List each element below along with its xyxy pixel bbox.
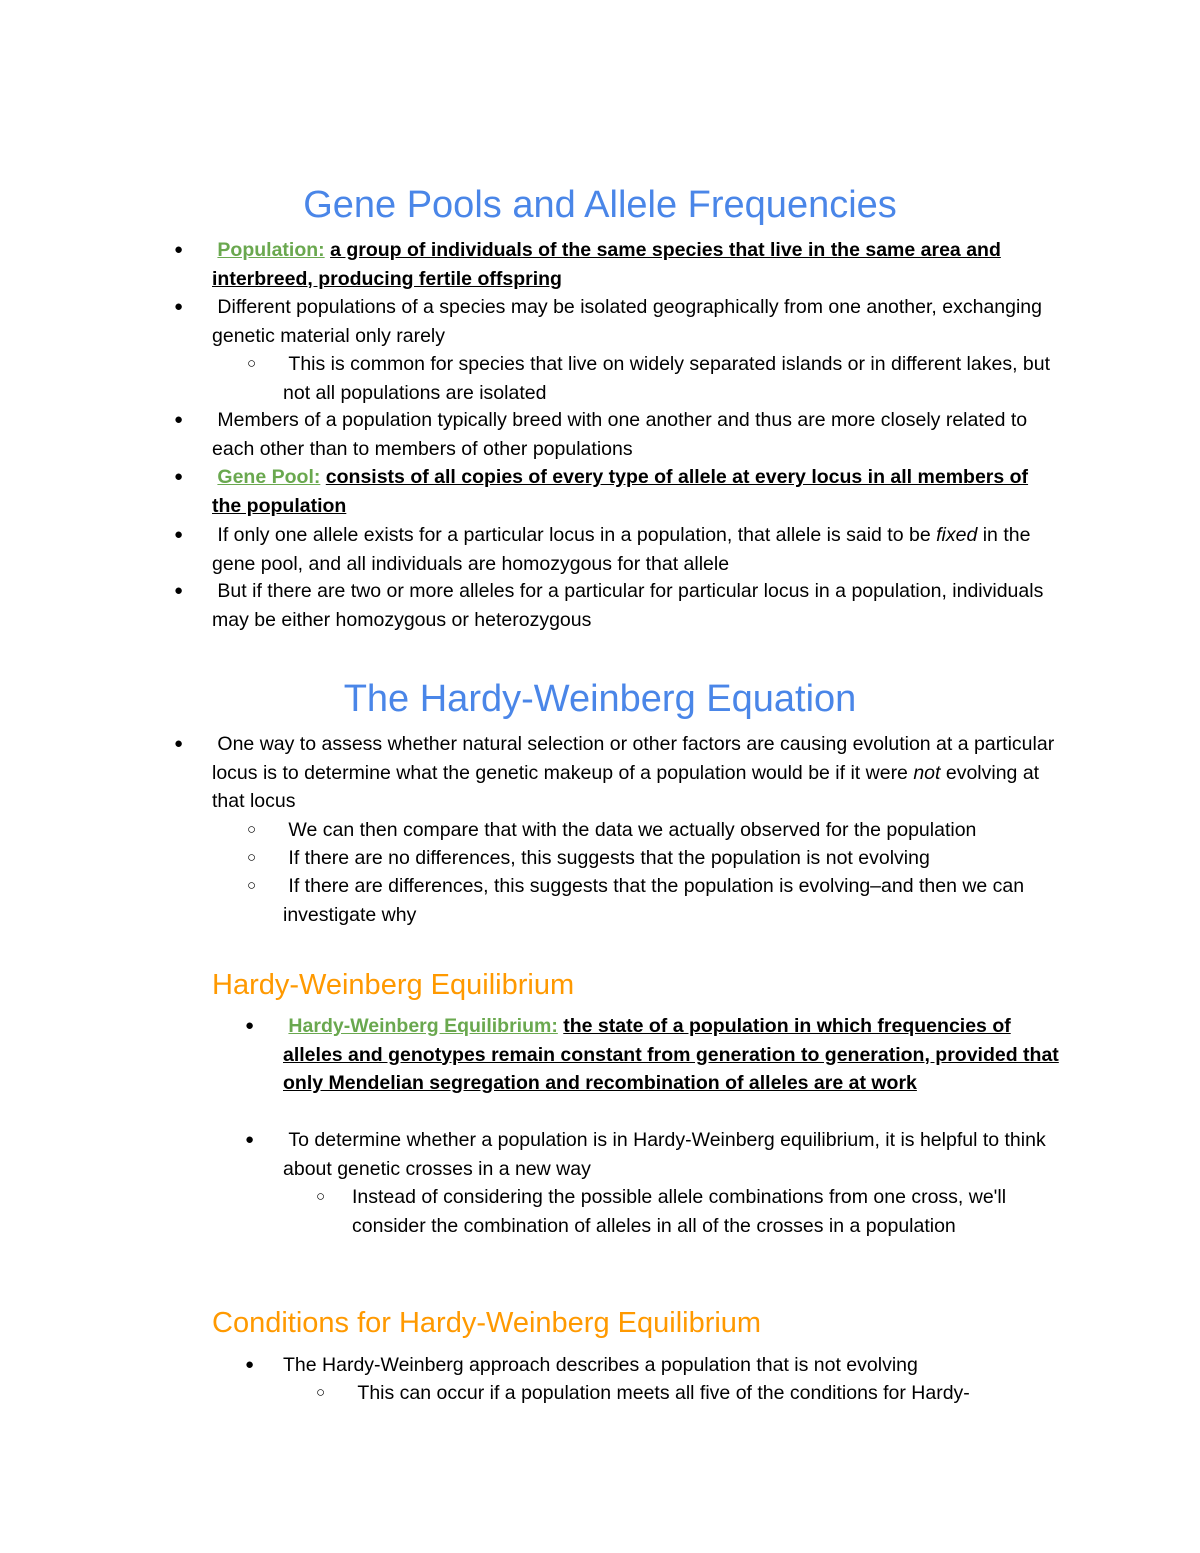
bullet-icon: ● (174, 735, 184, 752)
sub-bullet-icon: ○ (247, 849, 257, 866)
item-text: If only one allele exists for a particular locus in a population, that allele is said to be (217, 524, 931, 546)
item-text: The Hardy-Weinberg approach describes a population that is not evolving (283, 1354, 918, 1376)
section-title-hardy-weinberg-equilibrium: Hardy-Weinberg Equilibrium (212, 969, 575, 1001)
bullet-icon: ● (174, 411, 184, 428)
bullet-icon: ● (174, 298, 184, 315)
item-text: To determine whether a population is in Hardy-Weinberg equilibrium, it is helpful to think about genetic crosses in a new way (283, 1129, 1046, 1180)
sub-bullet-icon: ○ (247, 877, 257, 894)
item-text: But if there are two or more alleles for a particular for particular locus in a population, individuals may be either homozygous or heterozygous (212, 580, 1044, 631)
item-text: in the gene pool, and all individuals are homozygous for that allele (212, 524, 1031, 575)
bullet-icon: ● (174, 526, 184, 543)
term-population: Population: (217, 239, 325, 261)
term-hardy-weinberg-equilibrium: Hardy-Weinberg Equilibrium: (288, 1015, 558, 1037)
sub-bullet-icon: ○ (247, 821, 257, 838)
item-text: If there are no differences, this suggests that the population is not evolving (288, 847, 930, 869)
list-item (174, 406, 1062, 463)
list-item (174, 293, 1062, 350)
list-item (174, 577, 1062, 634)
item-text: If there are differences, this suggests that the population is evolving–and then we can investigate why (283, 875, 1025, 926)
definition-gene-pool: consists of all copies of every type of allele at every locus in all members of the population (212, 466, 1029, 517)
item-text: This can occur if a population meets all five of the conditions for Hardy- (357, 1382, 970, 1404)
item-text: evolving at that locus (212, 761, 1040, 812)
item-text: This is common for species that live on widely separated islands or in different lakes, but not all populations are isolated (283, 353, 1051, 404)
list-item (245, 1351, 1063, 1380)
bullet-icon: ● (174, 582, 184, 599)
term-gene-pool: Gene Pool: (217, 466, 321, 488)
item-emphasis: not (913, 761, 941, 784)
sub-bullet-icon: ○ (316, 1384, 326, 1401)
list-item (247, 816, 1063, 845)
list-item (247, 872, 1063, 929)
sub-bullet-icon: ○ (316, 1188, 326, 1205)
list-item (245, 1012, 1063, 1098)
list-item (174, 236, 1062, 293)
list-item (316, 1183, 1057, 1240)
list-item (174, 463, 1062, 520)
item-text: Different populations of a species may be isolated geographically from one another, exchanging genetic material only rarely (212, 296, 1043, 347)
bullet-icon: ● (245, 1131, 255, 1148)
list-item (247, 350, 1063, 407)
section-title-conditions: Conditions for Hardy-Weinberg Equilibrium (212, 1307, 762, 1339)
item-text: Members of a population typically breed with one another and thus are more closely related to each other than to members of other populations (212, 409, 1028, 460)
bullet-icon: ● (245, 1017, 255, 1034)
item-text: One way to assess whether natural selection or other factors are causing evolution at a particular locus is to determine what the genetic makeup of a population would be if it were (212, 733, 1055, 784)
bullet-icon: ● (174, 468, 184, 485)
item-emphasis: fixed (936, 524, 978, 546)
definition-population: a group of individuals of the same species that live in the same area and interbreed, producing fertile offspring (212, 239, 1001, 290)
bullet-icon: ● (245, 1356, 255, 1373)
list-item (245, 1126, 1063, 1183)
item-text: Instead of considering the possible allele combinations from one cross, we'll consider the combination of alleles in all of the crosses in a population (352, 1186, 1007, 1237)
item-text: We can then compare that with the data we actually observed for the population (288, 819, 977, 841)
list-item (247, 844, 1063, 873)
list-item (316, 1379, 1057, 1408)
bullet-icon: ● (174, 241, 184, 258)
definition-hardy-weinberg-equilibrium: the state of a population in which frequencies of alleles and genotypes remain constant from generation to generation, provided that only Mendelian segregation and recombination of alleles are at work (283, 1015, 1059, 1094)
section-title-gene-pools: Gene Pools and Allele Frequencies (303, 184, 897, 226)
section-title-hardy-weinberg-equation: The Hardy-Weinberg Equation (343, 678, 857, 720)
sub-bullet-icon: ○ (247, 355, 257, 372)
list-item (174, 730, 1062, 816)
list-item (174, 521, 1062, 578)
